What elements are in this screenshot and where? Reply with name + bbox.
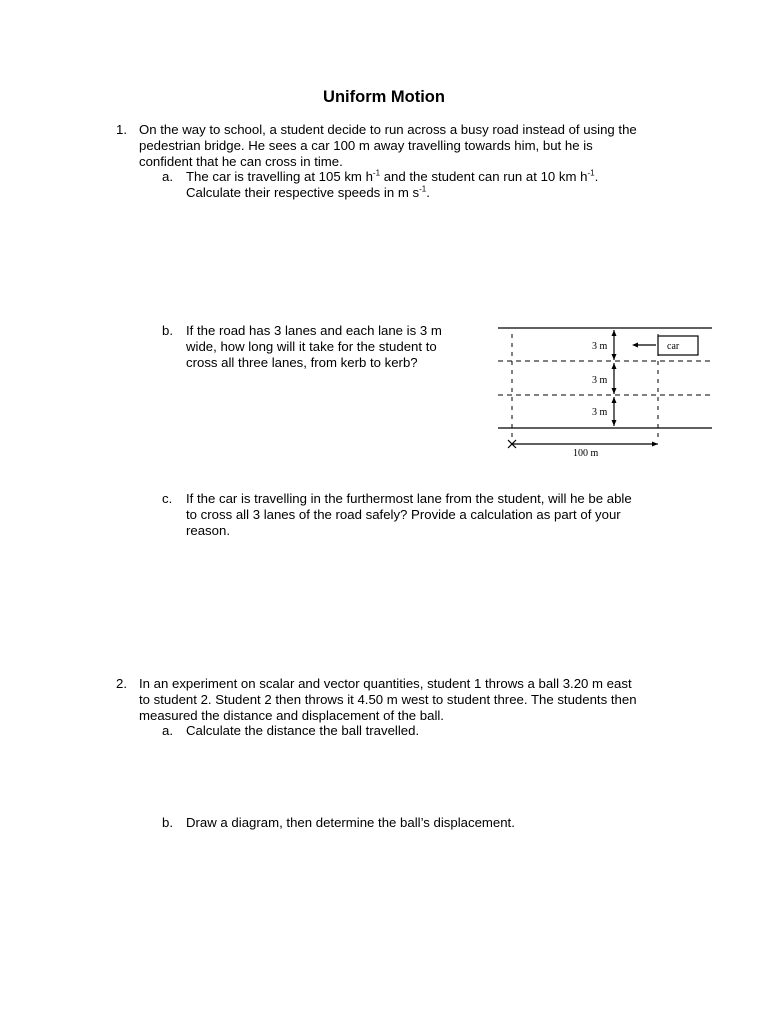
- question-1c-line: to cross all 3 lanes of the road safely? Provide a calculation as part of your: [186, 507, 621, 522]
- question-1-line: confident that he can cross in time.: [139, 154, 343, 169]
- lane-width-label: 3 m: [592, 341, 608, 352]
- question-1-line: On the way to school, a student decide to run across a busy road instead of using the: [139, 122, 637, 137]
- lane-width-label: 3 m: [592, 375, 608, 386]
- question-1-line: pedestrian bridge. He sees a car 100 m away travelling towards him, but he is: [139, 138, 593, 153]
- question-1b-marker: b.: [162, 323, 173, 338]
- question-2-line: to student 2. Student 2 then throws it 4.50 m west to student three. The students then: [139, 692, 637, 707]
- question-1-number: 1.: [116, 122, 127, 137]
- road-lanes-diagram: [490, 320, 720, 460]
- question-1b-text: [186, 323, 442, 371]
- question-2-line: In an experiment on scalar and vector quantities, student 1 throws a ball 3.20 m east: [139, 676, 632, 691]
- question-1a-line-2: Calculate their respective speeds in m $s^{-1}$.: [186, 184, 430, 200]
- page-title: Uniform Motion: [323, 88, 445, 106]
- question-2a-text: Calculate the distance the ball travelled.: [186, 723, 420, 738]
- question-1b-line: wide, how long will it take for the student to: [186, 339, 437, 354]
- question-1a-text: [186, 169, 598, 201]
- car-label: car: [667, 341, 680, 352]
- question-1c-marker: c.: [162, 491, 173, 506]
- question-1b-line: If the road has 3 lanes and each lane is 3 m: [186, 323, 442, 338]
- question-1b-line: cross all three lanes, from kerb to kerb?: [186, 355, 418, 370]
- lane-width-label: 3 m: [592, 407, 608, 418]
- question-1c-line: If the car is travelling in the furthermost lane from the student, will he be able: [186, 491, 632, 506]
- question-2-line: measured the distance and displacement of the ball.: [139, 708, 444, 723]
- question-2-text: [139, 676, 637, 724]
- question-1-text: [139, 122, 637, 170]
- question-1a-line-1: The car is travelling at 105 km $h^{-1}$ and the student can run at 10 km $h^{-1}$.: [186, 168, 599, 184]
- question-1c-text: [186, 491, 632, 539]
- question-1a-marker: a.: [162, 169, 173, 184]
- question-2a-marker: a.: [162, 723, 173, 738]
- question-1c-line: reason.: [186, 523, 230, 538]
- question-2b-marker: b.: [162, 815, 173, 830]
- distance-label: 100 m: [573, 448, 599, 459]
- question-2b-text: Draw a diagram, then determine the ball’s displacement.: [186, 815, 515, 830]
- question-2-number: 2.: [116, 676, 127, 691]
